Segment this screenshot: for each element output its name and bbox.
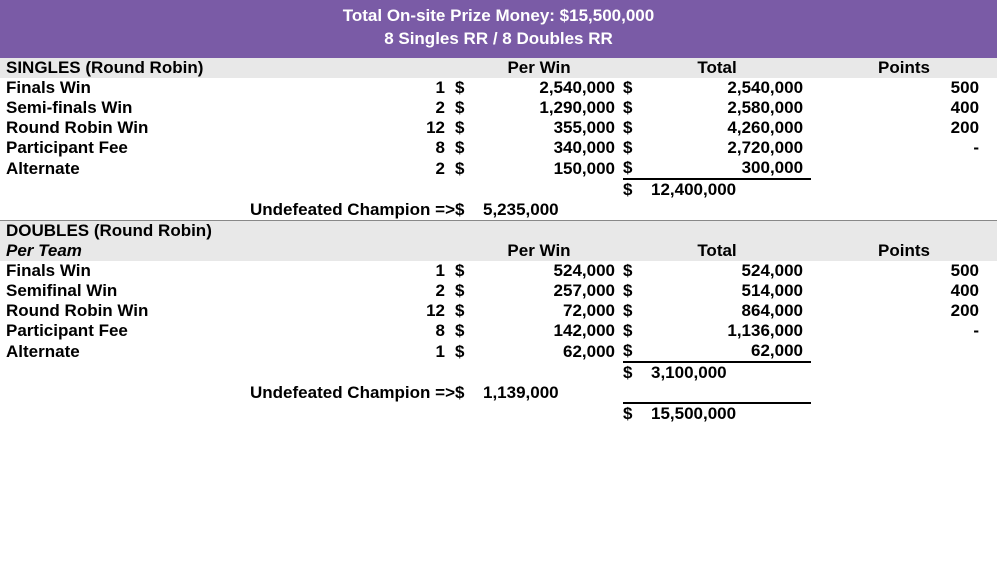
singles-champion-row — [0, 200, 997, 220]
row-points: 400 — [950, 280, 979, 300]
row-total: 2,540,000 — [727, 77, 804, 97]
row-count: 8 — [435, 320, 445, 340]
row-points: 500 — [950, 260, 979, 280]
row-per-win: 62,000 — [563, 341, 615, 361]
row-label: Participant Fee — [6, 137, 128, 157]
row-total: 1,136,000 — [727, 320, 803, 340]
table-row — [0, 281, 997, 301]
row-points: - — [973, 137, 980, 157]
row-count: 12 — [426, 117, 445, 137]
doubles-col-per-win: Per Win — [455, 241, 623, 261]
grand-total-currency: $ — [623, 403, 633, 423]
row-count: 2 — [435, 97, 445, 117]
row-per-win: 2,540,000 — [539, 77, 616, 97]
row-count: 2 — [435, 158, 445, 178]
row-currency-total: $ — [623, 97, 633, 117]
row-total: 524,000 — [741, 260, 803, 280]
doubles-champion-label: Undefeated Champion => — [250, 382, 455, 402]
row-total: 62,000 — [651, 341, 811, 362]
row-count: 2 — [435, 280, 445, 300]
row-per-win: 524,000 — [553, 260, 615, 280]
row-count: 12 — [426, 300, 445, 320]
row-per-win: 150,000 — [553, 158, 616, 178]
doubles-sum-total: 3,100,000 — [651, 362, 727, 382]
row-currency-total: $ — [623, 280, 633, 300]
table-row — [0, 138, 997, 158]
row-count: 1 — [435, 260, 445, 280]
doubles-section-title: DOUBLES (Round Robin) — [0, 220, 380, 241]
singles-section-title: SINGLES (Round Robin) — [0, 58, 380, 78]
banner-title: Total On-site Prize Money: $15,500,000 — [342, 6, 655, 25]
row-count: 1 — [435, 341, 445, 361]
row-currency-perwin: $ — [455, 341, 465, 361]
singles-sum-total: 12,400,000 — [651, 179, 737, 199]
row-label: Semi-finals Win — [6, 97, 133, 117]
row-label: Round Robin Win — [6, 117, 149, 137]
row-currency-perwin: $ — [455, 280, 465, 300]
row-currency-perwin: $ — [455, 260, 465, 280]
row-currency-perwin: $ — [455, 77, 465, 97]
row-currency-total: $ — [623, 300, 633, 320]
row-points — [811, 158, 997, 179]
table-row — [0, 261, 997, 281]
row-points: 200 — [950, 117, 980, 137]
row-points: 400 — [950, 97, 980, 117]
row-label: Alternate — [6, 341, 80, 361]
row-currency-perwin: $ — [455, 117, 465, 137]
doubles-champion-value: 1,139,000 — [483, 382, 559, 402]
row-count: 1 — [435, 77, 445, 97]
singles-col-points: Points — [811, 58, 997, 78]
row-label: Semifinal Win — [6, 280, 118, 300]
row-total: 4,260,000 — [727, 117, 804, 137]
row-label: Alternate — [6, 158, 80, 178]
doubles-subheader-row — [0, 241, 997, 261]
row-points: 500 — [950, 77, 980, 97]
table-row — [0, 158, 997, 179]
doubles-sub-title: Per Team — [0, 241, 380, 261]
row-label: Finals Win — [6, 77, 91, 97]
row-currency-perwin: $ — [455, 320, 465, 340]
table-row — [0, 321, 997, 341]
row-points: - — [973, 320, 979, 340]
singles-champion-value: 5,235,000 — [483, 199, 559, 219]
row-total: 514,000 — [741, 280, 803, 300]
table-row — [0, 341, 997, 362]
row-currency-total: $ — [623, 260, 633, 280]
singles-header-row — [0, 58, 997, 78]
row-label: Participant Fee — [6, 320, 128, 340]
row-per-win: 142,000 — [553, 320, 615, 340]
row-currency-total: $ — [623, 320, 633, 340]
row-currency-total: $ — [623, 158, 651, 179]
row-points: 200 — [950, 300, 979, 320]
singles-sum-currency: $ — [623, 179, 633, 199]
singles-champion-label: Undefeated Champion => — [250, 199, 455, 219]
row-count: 8 — [435, 137, 445, 157]
row-total: 2,580,000 — [727, 97, 804, 117]
banner — [0, 0, 997, 58]
row-currency-total: $ — [623, 77, 633, 97]
row-total: 2,720,000 — [727, 137, 804, 157]
table-row — [0, 98, 997, 118]
row-points — [811, 341, 997, 362]
row-per-win: 355,000 — [553, 117, 616, 137]
row-label: Finals Win — [6, 260, 91, 280]
row-currency-perwin: $ — [455, 97, 465, 117]
doubles-champion-currency: $ — [455, 382, 465, 402]
doubles-col-total: Total — [623, 241, 811, 261]
row-currency-perwin: $ — [455, 137, 465, 157]
singles-table — [0, 58, 997, 220]
row-per-win: 1,290,000 — [539, 97, 616, 117]
singles-col-per-win: Per Win — [455, 58, 623, 78]
doubles-header-row — [0, 220, 997, 241]
singles-col-total: Total — [623, 58, 811, 78]
row-currency-total: $ — [623, 341, 651, 362]
banner-subtitle: 8 Singles RR / 8 Doubles RR — [384, 28, 613, 48]
row-per-win: 72,000 — [563, 300, 615, 320]
doubles-table — [0, 220, 997, 424]
doubles-col-points: Points — [811, 241, 997, 261]
doubles-champion-row — [0, 383, 997, 403]
row-currency-perwin: $ — [455, 300, 465, 320]
singles-sum-row — [0, 179, 997, 200]
row-label: Round Robin Win — [6, 300, 149, 320]
row-currency-perwin: $ — [455, 158, 465, 178]
table-row — [0, 118, 997, 138]
singles-champion-currency: $ — [455, 199, 465, 219]
grand-total-row — [0, 403, 997, 424]
row-per-win: 340,000 — [553, 137, 616, 157]
doubles-sum-currency: $ — [623, 362, 633, 382]
table-row — [0, 301, 997, 321]
grand-total-value: 15,500,000 — [651, 403, 737, 423]
row-total: 864,000 — [741, 300, 803, 320]
doubles-sum-row — [0, 362, 997, 383]
row-total: 300,000 — [651, 158, 811, 179]
row-currency-total: $ — [623, 117, 633, 137]
table-row — [0, 78, 997, 98]
row-currency-total: $ — [623, 137, 633, 157]
row-per-win: 257,000 — [553, 280, 615, 300]
